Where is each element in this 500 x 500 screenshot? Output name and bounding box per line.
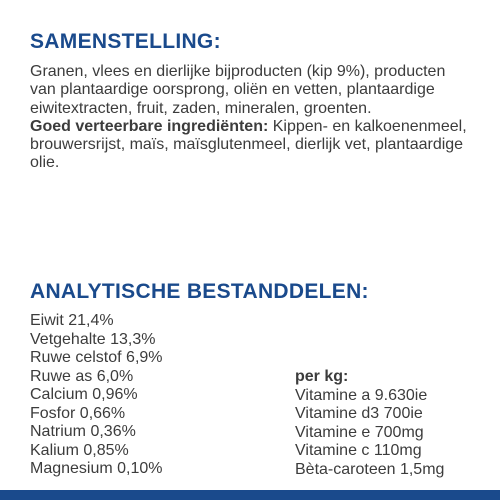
composition-heading: SAMENSTELLING: <box>30 30 221 53</box>
per-kg-item-vitamine-a: Vitamine a 9.630ie <box>295 386 428 404</box>
per-kg-block <box>295 368 444 479</box>
analysis-item-magnesium: Magnesium 0,10% <box>30 460 163 477</box>
analysis-item-ruwe-celstof: Ruwe celstof 6,9% <box>30 349 163 366</box>
analysis-item-natrium: Natrium 0,36% <box>30 423 136 440</box>
analysis-item-kalium: Kalium 0,85% <box>30 441 129 459</box>
analysis-item-calcium: Calcium 0,96% <box>30 386 138 403</box>
analysis-heading: ANALYTISCHE BESTANDDELEN: <box>30 280 369 303</box>
analysis-item-ruwe-as: Ruwe as 6,0% <box>30 367 134 385</box>
digestible-ingredients: Kippen- en kalkoenenmeel, brouwersrijst, maïs, maïsglutenmeel, dierlijk vet, plantaardige olie. <box>30 117 467 172</box>
analysis-list <box>30 312 163 479</box>
per-kg-item-vitamine-e: Vitamine e 700mg <box>295 423 424 441</box>
bottom-accent-bar <box>0 490 500 500</box>
analysis-item-vetgehalte: Vetgehalte 13,3% <box>30 330 156 348</box>
per-kg-item-beta-caroteen: Bèta-caroteen 1,5mg <box>295 460 445 478</box>
analysis-item-eiwit: Eiwit 21,4% <box>30 312 114 329</box>
per-kg-item-vitamine-d3: Vitamine d3 700ie <box>295 405 423 422</box>
per-kg-heading: per kg: <box>295 368 349 385</box>
digestible-label: Goed verteerbare ingrediënten: <box>30 117 269 135</box>
analysis-item-fosfor: Fosfor 0,66% <box>30 404 126 422</box>
composition-ingredients: Granen, vlees en dierlijke bijproducten (kip 9%), producten van plantaardige oorsprong, oliën en vetten, plantaardige eiwitextracten, fruit, zaden, mineralen, groenten. <box>30 63 446 117</box>
per-kg-list <box>295 387 444 480</box>
per-kg-item-vitamine-c: Vitamine c 110mg <box>295 442 422 459</box>
composition-text <box>30 63 475 173</box>
